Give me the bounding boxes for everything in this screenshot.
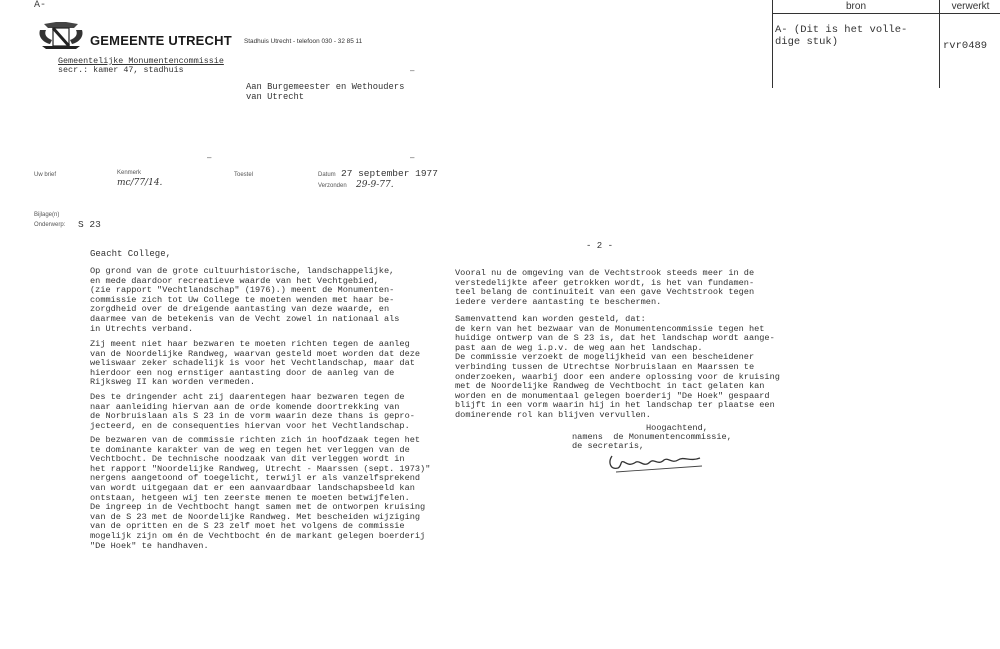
right-paragraph-2: Samenvattend kan worden gesteld, dat: de kern van het bezwaar van de Monumentencommissie tegen het huidige ontwerp van de S 23 is, dat het landschap wordt aange- past aan de weg i.p.v. de weg aan het landschap. De commissie verzoekt de mogelijkheid van een bescheidener verbinding tussen de Utrechtse Norbruislaan en Maarssen te onderzoeken, waarbij door een andere oplossing voor de kruising met de Noordelijke Randweg de Vechtbocht in tact gelaten kan worden en de monumentaal gelegen boerderij "De Hoek" gespaard blijft in een vorm waarin hij in het landschap ter plaatse een dominerende rol kan blijven vervullen. xyxy=(455,314,780,420)
label-your-letter: Uw brief xyxy=(34,172,57,178)
stamp-processed-code: rvr0489 xyxy=(943,40,988,52)
stamp-source-text: A- (Dit is het volle- dige stuk) xyxy=(775,24,908,48)
recipient-address: Aan Burgemeester en Wethouders van Utrecht xyxy=(246,82,405,102)
org-name: GEMEENTE UTRECHT xyxy=(90,33,232,48)
secretariat-room: secr.: kamer 47, stadhuis xyxy=(58,65,184,75)
stamp-header-source: bron xyxy=(845,1,866,12)
org-address: Stadhuis Utrecht - telefoon 030 - 32 85 11 xyxy=(244,38,363,45)
salutation: Geacht College, xyxy=(90,249,172,259)
archive-stamp xyxy=(772,0,1000,88)
subject-value: S 23 xyxy=(78,219,101,230)
stamp-header-processed: verwerkt xyxy=(951,1,990,12)
left-paragraph-2: Zij meent niet haar bezwaren te moeten richten tegen de aanleg van de Noordelijke Randweg, waarvan gesteld moet worden dat deze weliswaar zeker schadelijk is voor het Vechtlandschap, maar dat hierdoor een nog ernstiger aantasting door de aanleg van de Rijksweg II kan worden vermeden. xyxy=(90,339,421,388)
label-reference: Kenmerk xyxy=(117,170,142,176)
left-paragraph-4: De bezwaren van de commissie richten zich in hoofdzaak tegen het te dominante karakter van de weg en tegen het verleggen van de Vechtbocht. De technische noodzaak van dit verleggen wordt in het rapport "Noordelijke Randweg, Utrecht - Maarssen (sept. 1973)" nergens aangetoond of toegelicht, terwijl er als vanzelfsprekend van wordt uitgegaan dat er een aanvaardbaar landschapsbeeld kan ontstaan, hetgeen wij ten zeerste menen te moeten betwijfelen. De ingreep in de Vechtbocht hangt samen met de ontworpen kruising van de S 23 met de Noordelijke Randweg. Met bescheiden wijziging van de opritten en de S 23 zelf moet het volgens de commissie mogelijk zijn om én de Vechtbocht én de markant gelegen boerderij "De Hoek" te handhaven. xyxy=(90,435,431,551)
corner-mark: A- xyxy=(34,0,47,11)
fold-mark: – xyxy=(410,153,415,162)
reference-value: mc/77/14. xyxy=(117,178,163,188)
closing-role: de secretaris, xyxy=(572,441,645,451)
coat-of-arms-logo xyxy=(36,20,86,50)
closing-on-behalf: namens de Monumentencommissie, xyxy=(572,432,732,442)
label-sent: Verzonden xyxy=(318,183,347,189)
right-paragraph-1: Vooral nu de omgeving van de Vechtstrook steeds meer in de verstedelijkte afeer getrokken wordt, is het van fundamen- teel belang de continuiteit van een gave Vechtstrook tegen iedere verdere aantasting te beschermen. xyxy=(455,268,755,307)
stamp-divider xyxy=(939,0,940,88)
fold-mark: – xyxy=(207,153,212,162)
left-paragraph-1: Op grond van de grote cultuurhistorische, landschappelijke, en mede daardoor recreatieve waarde van het Vechtgebied, (zie rapport "Vechtlandschap" (1976).) meent de Monumenten- commissie zich tot Uw College te moeten wenden met haar be- zorgdheid over de dreigende aantasting van deze waarde, en daarmee van de betekenis van de Vecht zowel in nationaal als in Utrechts verband. xyxy=(90,266,400,334)
fold-mark: – xyxy=(410,66,415,75)
label-subject: Onderwerp: xyxy=(34,222,66,228)
label-extension: Toestel xyxy=(234,172,254,178)
label-attachments: Bijlage(n) xyxy=(34,212,60,218)
label-date: Datum xyxy=(318,172,336,178)
closing-greeting: Hoogachtend, xyxy=(646,423,708,433)
date-value: 27 september 1977 xyxy=(341,168,438,179)
secretary-signature xyxy=(606,448,706,476)
sent-value: 29-9-77. xyxy=(356,180,394,190)
left-paragraph-3: Des te dringender acht zij daarentegen haar bezwaren tegen de naar aanleiding hiervan aan de orde komende doortrekking van de Norbruislaan als S 23 in de vorm waarin deze thans is gepro- jecteerd, en de consequenties hiervan voor het Vechtlandschap. xyxy=(90,392,415,431)
department-name: Gemeentelijke Monumentencommissie xyxy=(58,56,224,66)
page-number: - 2 - xyxy=(586,241,614,251)
